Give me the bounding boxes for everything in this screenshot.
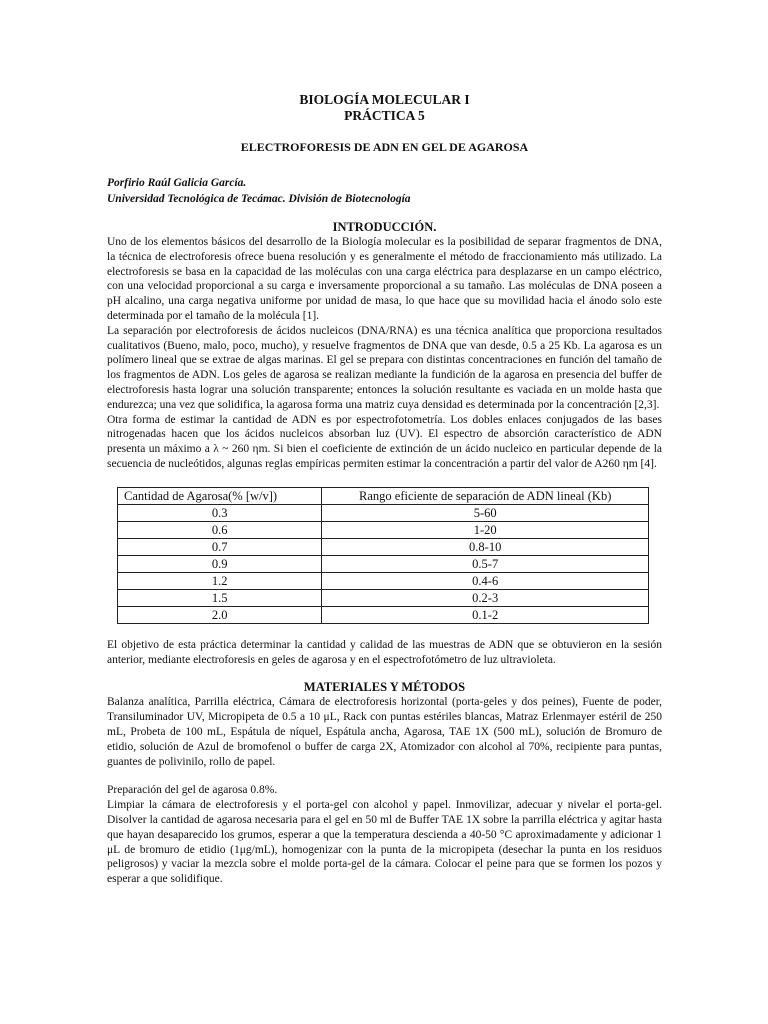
table-cell: 1.5 bbox=[118, 589, 322, 606]
table-cell: 0.8-10 bbox=[322, 538, 649, 555]
course-title-line1: BIOLOGÍA MOLECULAR I bbox=[299, 92, 470, 107]
table-cell: 0.5-7 bbox=[322, 555, 649, 572]
table-row bbox=[118, 572, 649, 589]
practice-subtitle: ELECTROFORESIS DE ADN EN GEL DE AGAROSA bbox=[240, 140, 529, 154]
table-cell: 0.2-3 bbox=[322, 589, 649, 606]
table-cell: 5-60 bbox=[322, 504, 649, 521]
table-cell: 1.2 bbox=[118, 572, 322, 589]
table-row bbox=[118, 589, 649, 606]
author-block bbox=[107, 175, 662, 207]
table-cell: 0.9 bbox=[118, 555, 322, 572]
intro-paragraph: La separación por electroforesis de ácidos nucleicos (DNA/RNA) es una técnica analítica que proporciona resultados cualitativos (Bueno, malo, poco, mucho), y resuelve fragmentos de DNA que van desde, 0.5 a 25 Kb. La agarosa es un polímero lineal que se extrae de algas marinas. El gel se prepara con distintas concentraciones en función del tamaño de los fragmentos de ADN. Los geles de agarosa se realizan mediante la fundición de la agarosa en presencia del buffer de electroforesis hasta lograr una solución transparente; entonces la solución resultante es vaciada en un molde hasta que endurezca; una vez que solidifica, la agarosa forma una matriz cuya densidad es determinada por la concentración [2,3]. bbox=[107, 324, 662, 411]
table-cell: 0.6 bbox=[118, 521, 322, 538]
table-cell: 2.0 bbox=[118, 606, 322, 623]
objective-paragraph: El objetivo de esta práctica determinar la cantidad y calidad de las muestras de ADN que se obtuvieron en la sesión anterior, mediante electroforesis en geles de agarosa y en el espectrofotómetro de luz ultravioleta. bbox=[107, 638, 662, 666]
table-cell: 0.7 bbox=[118, 538, 322, 555]
prep-title: Preparación del gel de agarosa 0.8%. bbox=[107, 784, 278, 797]
table-header-cell: Cantidad de Agarosa(% [w/v]) bbox=[118, 487, 322, 504]
table-cell: 0.1-2 bbox=[322, 606, 649, 623]
course-title bbox=[107, 92, 662, 124]
table-cell: 0.3 bbox=[118, 504, 322, 521]
introduction-heading: INTRODUCCIÓN. bbox=[332, 220, 437, 234]
table-row bbox=[118, 555, 649, 572]
table-cell: 0.4-6 bbox=[322, 572, 649, 589]
intro-paragraph: Otra forma de estimar la cantidad de ADN es por espectrofotometría. Los dobles enlaces conjugados de las bases nitrogenadas hacen que los ácidos nucleicos absorban luz (UV). El espectro de absorción característico de ADN presenta un máximo a λ ~ 260 ηm. Si bien el coeficiente de extinción de un ácido nucleico en particular depende de la secuencia de nucleótidos, algunas reglas empíricas permiten estimar la concentración a partir del valor de A260 ηm [4]. bbox=[107, 413, 662, 470]
table-header-row bbox=[118, 487, 649, 504]
prep-paragraph: Limpiar la cámara de electroforesis y el porta-gel con alcohol y papel. Inmovilizar, adecuar y nivelar el porta-gel. Disolver la cantidad de agarosa necesaria para el gel en 50 ml de Buffer TAE 1X sobre la parrilla eléctrica y agitar hasta que hayan desaparecido los grumos, esperar a que la temperatura descienda a 40-50 °C aproximadamente y adicionar 1 μL de bromuro de etidio (1μg/mL), homogenizar con la punta de la micropipeta (desechar la punta en los residuos peligrosos) y vaciar la mezcla sobre el molde porta-gel de la cámara. Colocar el peine para que se formen los pozos y esperar a que solidifique. bbox=[107, 799, 662, 886]
intro-paragraph: Uno de los elementos básicos del desarrollo de la Biología molecular es la posibilidad de separar fragmentos de DNA, la técnica de electroforesis ofrece buena resolución y es generalmente el método de fraccionamiento más utilizado. La electroforesis se basa en la capacidad de las moléculas con una carga eléctrica para desplazarse en un campo eléctrico, con una velocidad proporcional a su carga e inversamente proporcional a su tamaño. Las moléculas de DNA poseen a pH alcalino, una carga negativa uniforme por unidad de masa, lo que hace que su movilidad hacia el ánodo solo este determinada por el tamaño de la molécula [1]. bbox=[107, 236, 662, 322]
agarose-table bbox=[117, 487, 649, 624]
materials-paragraph: Balanza analítica, Parrilla eléctrica, Cámara de electroforesis horizontal (porta-geles y dos peines), Fuente de poder, Transiluminador UV, Micropipeta de 0.5 a 10 μL, Rack con puntas estériles blancas, Matraz Erlenmayer estéril de 250 mL, Probeta de 100 mL, Espátula de níquel, Espátula ancha, Agarosa, TAE 1X (500 mL), solución de Bromuro de etidio, solución de Azul de bromofenol o buffer de carga 2X, Atomizador con alcohol al 70%, recipiente para puntas, guantes de polivinilo, rollo de papel. bbox=[107, 696, 662, 768]
table-row bbox=[118, 606, 649, 623]
table-row bbox=[118, 521, 649, 538]
document-content bbox=[107, 92, 662, 887]
table-row bbox=[118, 538, 649, 555]
table-cell: 1-20 bbox=[322, 521, 649, 538]
table-header-cell: Rango eficiente de separación de ADN lineal (Kb) bbox=[322, 487, 649, 504]
table-row bbox=[118, 504, 649, 521]
author-affiliation: Universidad Tecnológica de Tecámac. División de Biotecnología bbox=[107, 193, 411, 205]
course-title-line2: PRÁCTICA 5 bbox=[344, 108, 425, 123]
methods-heading: MATERIALES Y MÉTODOS bbox=[303, 680, 466, 695]
author-name: Porfirio Raúl Galicia García. bbox=[107, 177, 247, 189]
